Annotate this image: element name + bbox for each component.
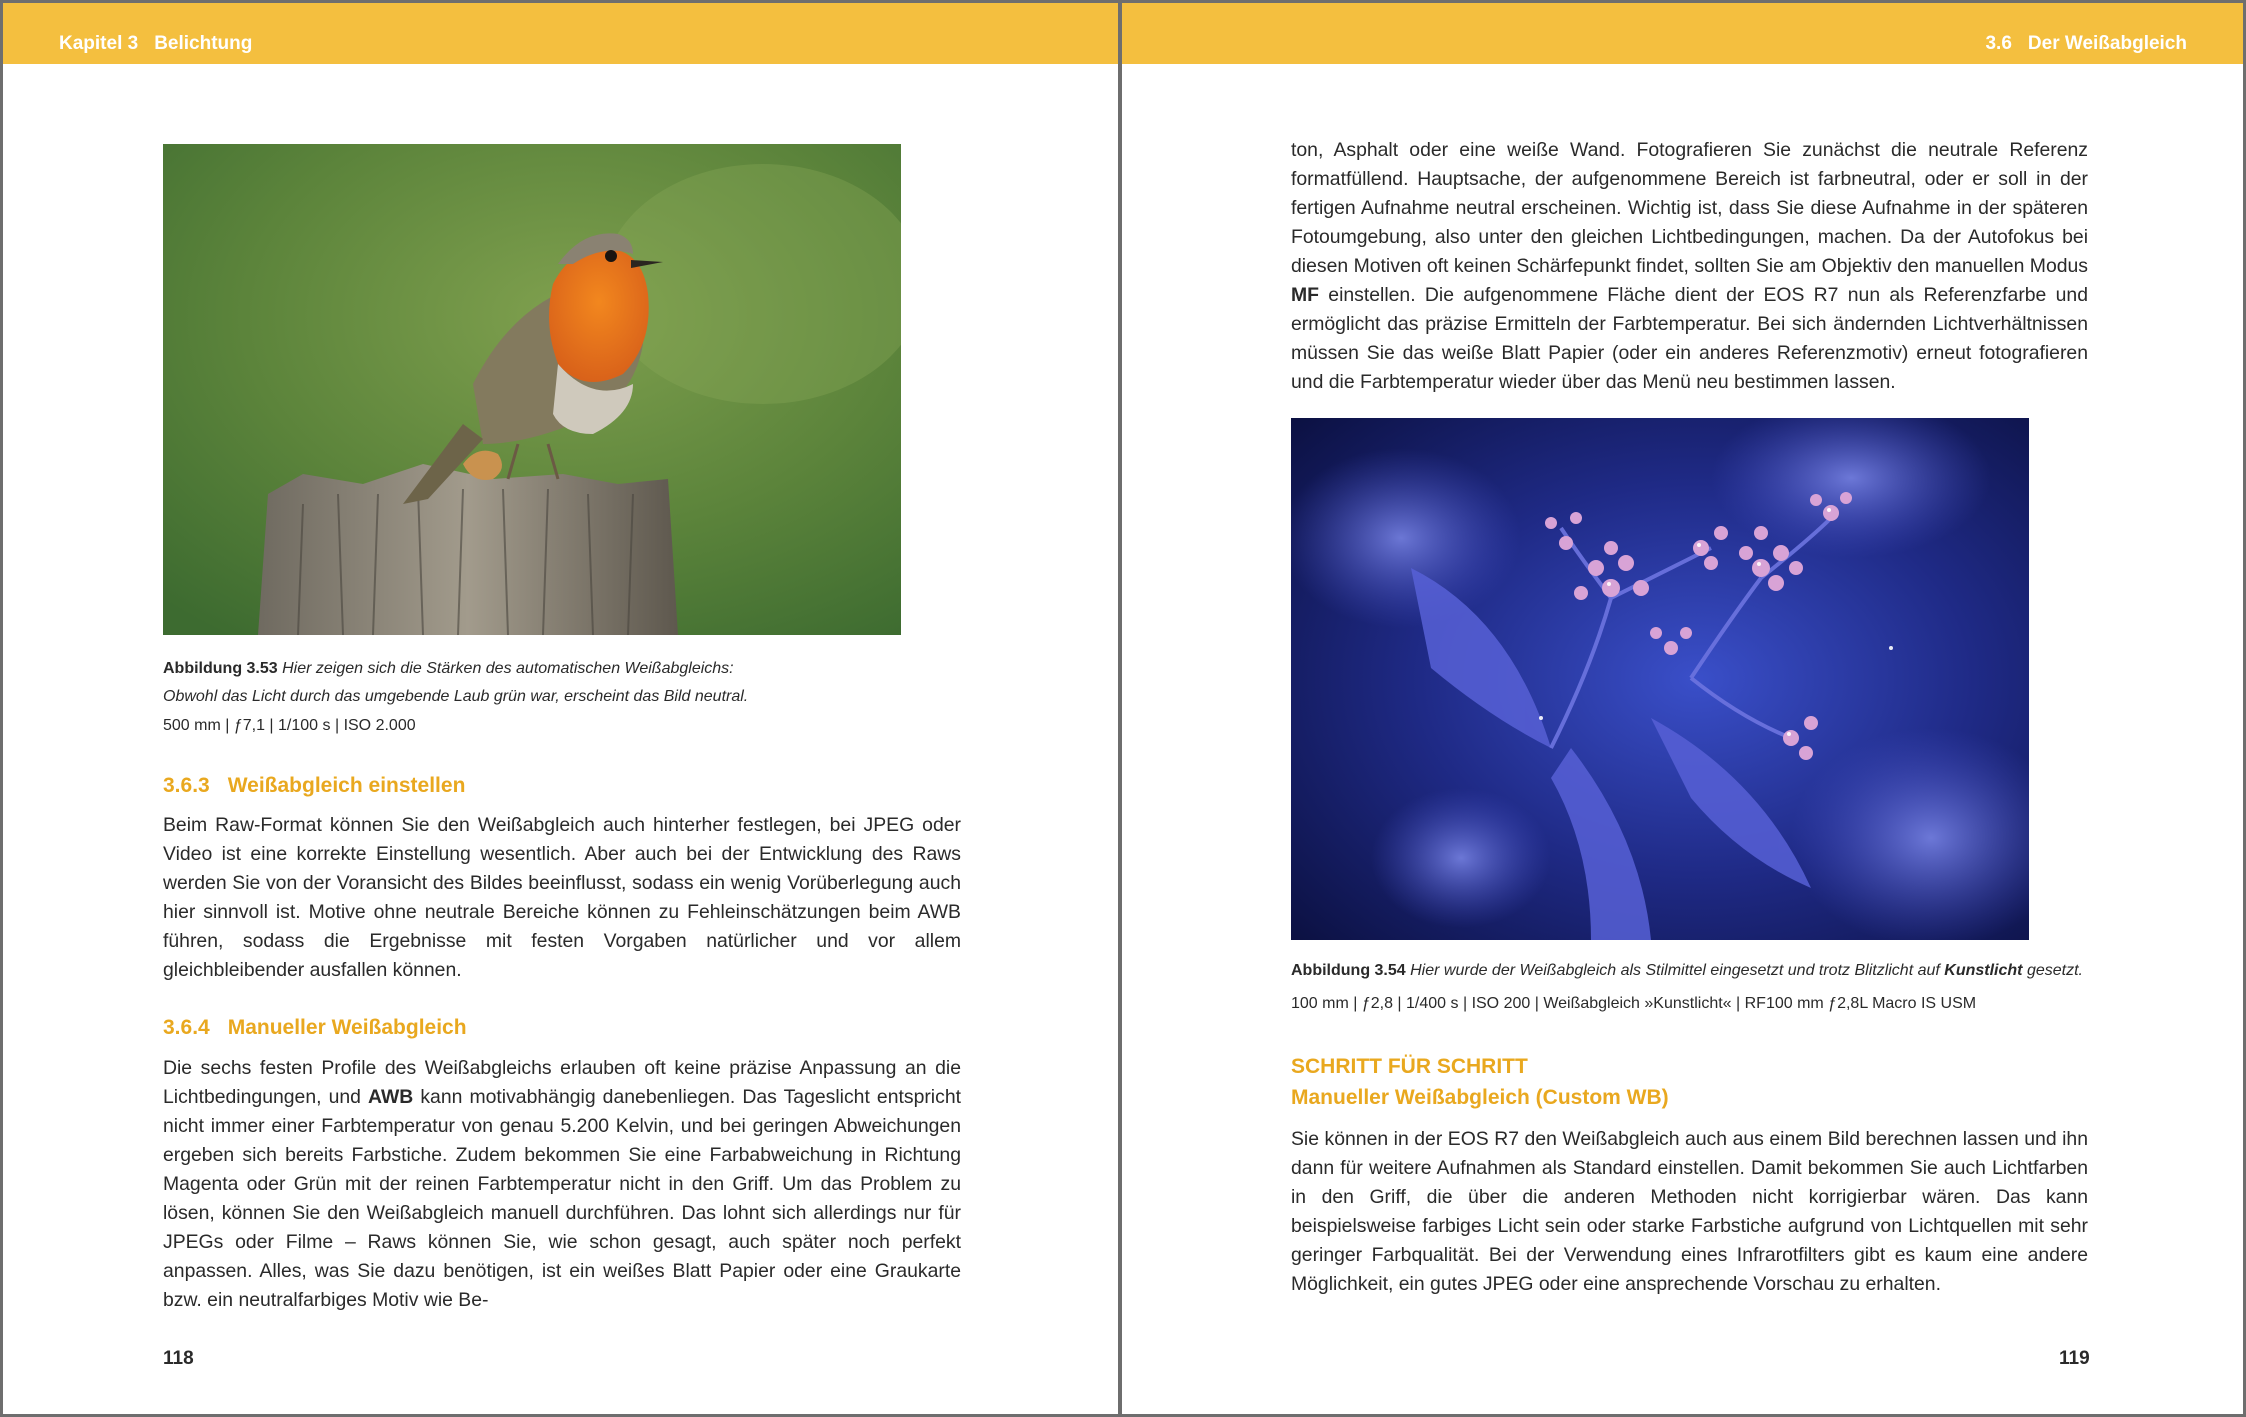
text-run: Hier wurde der Weißabgleich als Stilmittel eingesetzt und trotz Blitzlicht auf — [1410, 962, 1945, 979]
section-heading-3-6-4 — [163, 1016, 467, 1040]
right-page — [1119, 0, 2246, 1417]
text-run: kann motivabhängig danebenliegen. Das Tageslicht entspricht nicht immer einer Farbtemperatur von genau 5.200 Kelvin, und bei geringen Abweichungen ergeben sich bereits Farbstiche. Zudem bekommen Sie eine Farbabweichung in Richtung Magenta oder Grün mit der reinen Farbtemperatur nicht in den Griff. Um das Problem zu lösen, können Sie den Weißabgleich manuell durchführen. Das lohnt sich allerdings nur für JPEGs oder Filme – Raws können Sie, wie schon gesagt, auch später noch perfekt anpassen. Alles, was Sie dazu benötigen, ist ein weißes Blatt Papier oder eine Graukarte bzw. ein neutralfarbiges Motiv wie Be- — [163, 1086, 961, 1311]
section-title: Manueller Weißabgleich — [227, 1016, 467, 1039]
section-body-3-6-4 — [163, 1054, 961, 1315]
caption-line-2: Obwohl das Licht durch das umgebende Laub grün war, erscheint das Bild neutral. — [163, 688, 749, 705]
section-body-3-6-3 — [163, 811, 961, 985]
continued-paragraph — [1291, 136, 2088, 397]
paragraph — [163, 1054, 961, 1315]
figure-label: Abbildung 3.54 — [1291, 962, 1406, 979]
step-body — [1291, 1125, 2088, 1299]
section-title: Weißabgleich einstellen — [227, 774, 466, 797]
text-run: ton, Asphalt oder eine weiße Wand. Fotografieren Sie zunächst die neutrale Referenz formatfüllend. Hauptsache, der aufgenommene Bereich ist farbneutral, oder er soll in der fertigen Aufnahme neutral erscheinen. Wichtig ist, dass Sie diese Aufnahme in der späteren Fotoumgebung, also unter den gleichen Lichtbedingungen, machen. Da der Autofokus bei diesen Motiven oft keinen Schärfepunkt findet, sollten Sie am Objektiv den manuellen Modus — [1291, 139, 2088, 277]
figure-label: Abbildung 3.53 — [163, 660, 278, 677]
figure-caption-3-54 — [1291, 957, 2171, 985]
figure-exif: 500 mm | ƒ7,1 | 1/100 s | ISO 2.000 — [163, 717, 416, 734]
paragraph: Sie können in der EOS R7 den Weißabgleich auch aus einem Bild berechnen lassen und ihn dann für weitere Aufnahmen als Standard einstellen. Damit bekommen Sie auch Lichtfarben in den Griff, die über die anderen Methoden nicht korrigierbar wären. Das kann beispielsweise farbiges Licht sein oder starke Farbstiche aufgrund von Lichtquellen mit sehr geringer Farbqualität. Bei der Verwendung eines Infrarotfilters gibt es kaum eine andere Möglichkeit, ein gutes JPEG oder eine ansprechende Vorschau zu erhalten. — [1291, 1128, 2088, 1295]
kunstlicht-term: Kunstlicht — [1944, 962, 2023, 979]
robin-photo — [163, 144, 901, 635]
section-heading-3-6-3 — [163, 774, 465, 798]
text-run: gesetzt. — [2022, 962, 2083, 979]
section-number: 3.6.4 — [163, 1016, 210, 1039]
figure-caption-3-53 — [163, 655, 923, 711]
right-running-header — [1122, 3, 2243, 64]
left-running-header — [3, 3, 1118, 64]
page-number: 118 — [163, 1348, 194, 1369]
step-title: Manueller Weißabgleich (Custom WB) — [1291, 1086, 1669, 1109]
text-run: einstellen. Die aufgenommene Fläche dient der EOS R7 nun als Referenzfarbe und ermöglicht das präzise Ermitteln der Farbtemperatur. Bei sich ändernden Lichtverhältnissen müssen Sie das weiße Blatt Papier (oder ein anderes Referenzmotiv) erneut fotografieren und die Farbtemperatur wieder über das Menü neu bestimmen lassen. — [1291, 284, 2088, 393]
paragraph: Beim Raw-Format können Sie den Weißabgleich auch hinterher festlegen, bei JPEG oder Video ist eine korrekte Einstellung wesentlich. Aber auch bei der Entwicklung des Raws werden Sie von der Voransicht des Bildes beeinflusst, sodass ein wenig Vorüberlegung auch hier sinnvoll ist. Motive ohne neutrale Bereiche können zu Fehleinschätzungen beim AWB führen, sodass die Ergebnisse mit festen Vorgaben natürlicher und vor allem gleichbleibender ausfallen können. — [163, 814, 961, 981]
caption-line-1: Hier zeigen sich die Stärken des automatischen Weißabgleichs: — [282, 660, 734, 677]
step-kicker: SCHRITT FÜR SCHRITT — [1291, 1055, 1528, 1078]
chapter-label: Kapitel 3 — [59, 33, 139, 54]
mf-term: MF — [1291, 284, 1319, 306]
section-number: 3.6.3 — [163, 774, 210, 797]
paragraph — [1291, 136, 2088, 397]
text-run: Die sechs festen Profile des Weißabgleichs erlauben oft keine präzise Anpassung an die Lichtbedingungen, und — [163, 1057, 961, 1108]
section-title: Der Weißabgleich — [2027, 33, 2187, 54]
page-number: 119 — [2059, 1348, 2090, 1369]
section-label: 3.6 — [1985, 33, 2012, 54]
caption-text — [1410, 962, 2083, 979]
awb-term: AWB — [368, 1086, 414, 1108]
figure-exif: 100 mm | ƒ2,8 | 1/400 s | ISO 200 | Weißabgleich »Kunstlicht« | RF100 mm ƒ2,8L Macro IS USM — [1291, 995, 1977, 1012]
chapter-title: Belichtung — [154, 33, 253, 54]
left-page — [0, 0, 1121, 1417]
flower-photo — [1291, 418, 2029, 940]
